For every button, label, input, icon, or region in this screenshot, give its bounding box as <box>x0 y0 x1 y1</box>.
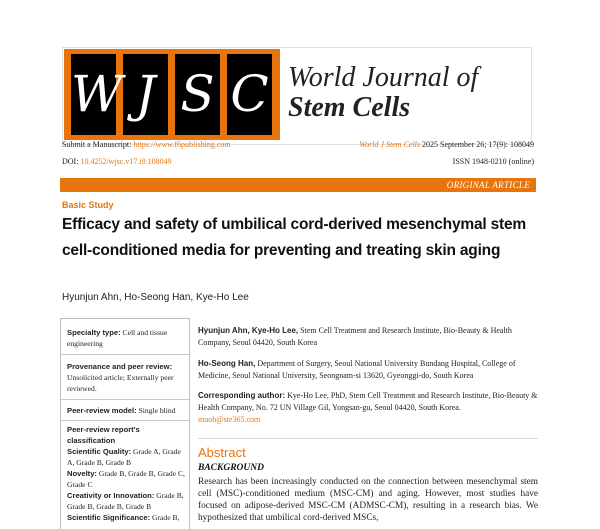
doi-label: DOI: <box>62 157 79 166</box>
info-divider <box>61 399 189 400</box>
affiliation-2 <box>198 358 538 382</box>
info-divider <box>61 354 189 355</box>
logo-letter-j: J <box>135 65 156 123</box>
article-title: Efficacy and safety of umbilical cord-derived mesenchymal stem cell-conditioned media for preventing and treating skin aging <box>62 216 526 259</box>
novelty-value: Grade B, Grade B, Grade C, Grade C <box>67 469 185 489</box>
novelty-label: Novelty: <box>67 469 97 478</box>
citation-line <box>359 140 534 149</box>
significance-row <box>67 512 187 523</box>
journal-name-line2: Stem Cells <box>288 92 411 123</box>
quality-row <box>67 446 187 468</box>
logo-letter-c: C <box>230 65 269 123</box>
model-label: Peer-review model: <box>67 406 137 415</box>
affiliation-names: Ho-Seong Han, <box>198 359 256 368</box>
article-type-label: ORIGINAL ARTICLE <box>446 180 530 190</box>
citation-details: 2025 September 26; 17(9): 108049 <box>422 140 534 149</box>
abstract-heading: Abstract <box>198 445 246 460</box>
submit-line <box>62 140 231 149</box>
affiliation-1 <box>198 325 538 349</box>
journal-name-line1: World Journal of <box>288 62 479 93</box>
creativity-value: Grade B, Grade B, Grade B, Grade B <box>67 491 184 511</box>
citation-journal: World J Stem Cells <box>359 140 421 149</box>
doi-line <box>62 157 172 166</box>
significance-value: Grade B, <box>152 513 180 522</box>
background-heading: BACKGROUND <box>198 463 264 473</box>
significance-label: Scientific Significance: <box>67 513 151 522</box>
issn: ISSN 1948-0210 (online) <box>452 157 534 166</box>
specialty-value: Cell and tissue engineering <box>67 328 168 348</box>
peer-review-classification <box>67 424 187 523</box>
section-divider <box>198 438 538 439</box>
affiliation-text: Stem Cell Treatment and Research Institute, Bio-Beauty & Health Company, Seoul 04420, South Korea <box>198 326 512 347</box>
submit-label: Submit a Manuscript: <box>62 140 132 149</box>
corresponding-email[interactable]: muoh@ste365.com <box>198 415 261 424</box>
peer-review-model <box>67 405 187 416</box>
affiliation-text: Department of Surgery, Seoul National University Bundang Hospital, College of Medicine, Seoul National University, Seongnam-si 13620, Gyeonggi-do, South Korea <box>198 359 516 380</box>
affiliation-names: Hyunjun Ahn, Kye-Ho Lee, <box>198 326 299 335</box>
background-text: Research has been increasingly conducted on the connection between mesenchymal stem cell (MSC)-conditioned medium (MSC-CM) and aging. However, most studies have focused on adipose-derived MSC-CM (ADMSC-CM), resulting in a research bias. We hypothesized that umbilical cord-derived MSCs, <box>198 477 538 523</box>
info-divider <box>61 420 189 421</box>
corresponding-label: Corresponding author: <box>198 391 286 400</box>
quality-value: Grade A, Grade A, Grade B, Grade B <box>67 447 181 467</box>
creativity-label: Creativity or Innovation: <box>67 491 155 500</box>
specialty-type <box>67 327 187 349</box>
submit-link[interactable]: https://www.f6publishing.com <box>133 140 231 149</box>
creativity-row <box>67 490 187 512</box>
corresponding-author <box>198 390 538 426</box>
quality-label: Scientific Quality: <box>67 447 132 456</box>
provenance <box>67 361 187 394</box>
corresponding-text: Kye-Ho Lee, PhD, Stem Cell Treatment and Research Institute, Bio-Beauty & Health Company, No. 72 UN Village Gil, Yongsan-gu, Seoul 04420, South Korea. <box>198 391 538 412</box>
logo-letter-w: W <box>71 65 123 123</box>
specialty-label: Specialty type: <box>67 328 121 337</box>
classification-label: Peer-review report's classification <box>67 425 140 445</box>
novelty-row <box>67 468 187 490</box>
study-type: Basic Study <box>62 200 114 210</box>
provenance-value: Unsolicited article; Externally peer reviewed. <box>67 373 174 393</box>
doi-link[interactable]: 10.4252/wjsc.v17.i9.108049 <box>80 157 172 166</box>
provenance-label: Provenance and peer review: <box>67 362 173 371</box>
model-value: Single blind <box>138 406 176 415</box>
logo-letter-s: S <box>180 65 215 123</box>
author-list: Hyunjun Ahn, Ho-Seong Han, Kye-Ho Lee <box>62 292 249 303</box>
article-info-box <box>60 318 190 529</box>
